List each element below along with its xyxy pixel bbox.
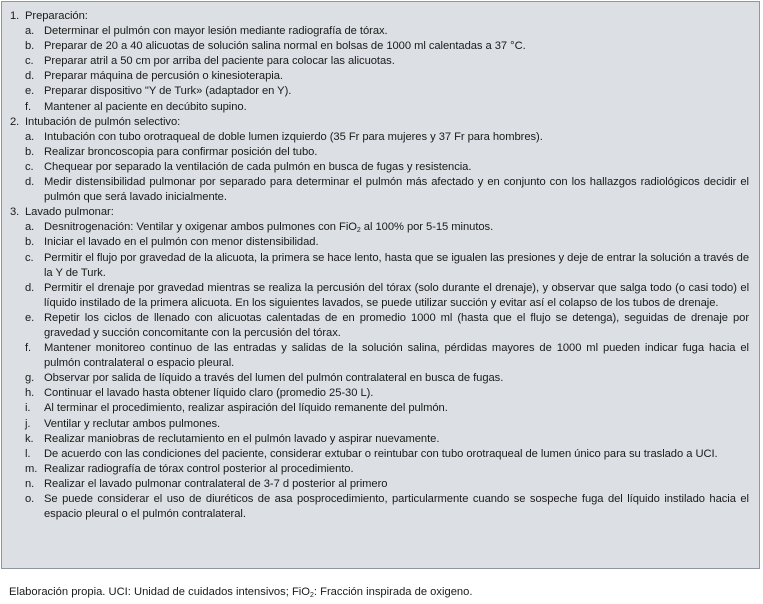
item-text-part: al 100% por 5-15 minutos. [360,221,494,234]
item-text: Se puede considerar el uso de diuréticos de asa posprocedimiento, particularmente cuando se sospeche fuga del líquido instilado hacia el espacio pleural o el pulmón contralateral. [44,493,749,521]
item-letter: l. [25,447,31,460]
list-item [10,24,749,39]
procedure-list [10,9,749,522]
list-item [10,251,749,281]
section-intubacion [10,115,749,130]
procedure-table [1,1,760,569]
list-item [10,401,749,416]
list-item [10,54,749,69]
list-item [10,311,749,341]
item-text: Chequear por separado la ventilación de cada pulmón en busca de fugas y resistencia. [44,160,472,173]
list-item [10,462,749,477]
item-text: Permitir el flujo por gravedad de la alicuota, la primera se hace lento, hasta que se igualen las presiones y deje de entrar la solución a través de la Y de Turk. [44,251,749,279]
item-letter: c. [25,160,34,173]
item-text: Realizar maniobras de reclutamiento en el pulmón lavado y aspirar nuevamente. [44,432,440,445]
item-letter: d. [25,176,35,189]
item-letter: i. [25,402,31,415]
list-item [10,386,749,401]
section-items [10,220,749,522]
table-footnote [9,585,472,599]
list-item [10,220,749,235]
list-item [10,130,749,145]
item-text: Medir distensibilidad pulmonar por separado para determinar el pulmón más afectado y en conjunto con los hallazgos radiológicos decidir el pulmón que será lavado inicialmente. [44,176,749,204]
section-body [25,115,749,130]
section-body [25,9,749,24]
item-letter: j. [25,417,31,430]
item-letter: m. [25,462,38,475]
item-text: Intubación con tubo orotraqueal de doble lumen izquierdo (35 Fr para mujeres y 37 Fr para hombres). [44,130,543,143]
list-item [10,477,749,492]
list-item [10,432,749,447]
item-text: Continuar el lavado hasta obtener líquido claro (promedio 25-30 L). [44,387,374,400]
section-number: 2. [10,115,20,128]
list-item [10,281,749,311]
item-letter: n. [25,477,35,490]
item-text: De acuerdo con las condiciones del paciente, considerar extubar o reintubar con tubo orotraqueal de lumen único para su traslado a UCI. [44,447,718,460]
item-text: Realizar el lavado pulmonar contralateral de 3-7 d posterior al primero [44,477,388,490]
item-text: Realizar broncoscopia para confirmar posición del tubo. [44,145,318,158]
section-body [25,205,749,220]
section-title: Lavado pulmonar: [25,206,114,219]
item-letter: c. [25,55,34,68]
item-letter: c. [25,251,34,264]
list-item [10,371,749,386]
list-item [10,492,749,522]
item-letter: k. [25,432,34,445]
item-letter: f. [25,342,32,355]
item-text: Determinar el pulmón con mayor lesión mediante radiografía de tórax. [44,25,388,38]
item-letter: d. [25,281,35,294]
footnote-text: : Fracción inspirada de oxigeno. [313,586,473,598]
list-item [10,417,749,432]
list-item [10,175,749,205]
item-text: Mantener al paciente en decúbito supino. [44,100,247,113]
footnote-text: Elaboración propia. UCI: Unidad de cuidados intensivos; FiO [9,586,310,598]
subscript: 2 [309,592,314,599]
item-text: Preparar máquina de percusión o kinesioterapia. [44,70,283,83]
list-item [10,100,749,115]
item-letter: o. [25,493,35,505]
item-text: Al terminar el procedimiento, realizar aspiración del líquido remanente del pulmón. [44,402,448,415]
item-text: Permitir el drenaje por gravedad mientras se realiza la percusión del tórax (solo durante el drenaje), y observar que salga todo (o casi todo) el líquido instilado de la primera alicuota. En los siguientes lavados, se puede utilizar succión y evitar así el colapso de los tubos de drenaje. [44,281,749,309]
section-number: 1. [10,10,20,22]
list-item [10,145,749,160]
item-letter: d. [25,70,35,83]
item-text: Iniciar el lavado en el pulmón con menor distensibilidad. [44,236,319,249]
list-item [10,69,749,84]
item-text: Preparar de 20 a 40 alicuotas de solución salina normal en bolsas de 1000 ml calentadas a 37 °C. [44,40,526,53]
list-item [10,341,749,371]
item-text-part: Desnitrogenación: Ventilar y oxigenar ambos pulmones con FiO [44,221,357,234]
item-letter: b. [25,40,35,53]
item-text: Realizar radiografía de tórax control posterior al procedimiento. [44,462,354,475]
item-letter: f. [25,100,32,113]
section-title: Intubación de pulmón selectivo: [25,115,181,128]
item-letter: b. [25,145,35,158]
list-item [10,84,749,99]
subscript: 2 [356,227,361,235]
item-letter: e. [25,311,35,324]
item-text: Mantener monitoreo continuo de las entradas y salidas de la solución salina, pérdidas mayores de 1000 ml pueden indicar fuga hacia el pulmón contralateral o espacio pleural. [44,342,749,370]
item-letter: a. [25,25,35,38]
item-letter: a. [25,221,35,234]
section-title: Preparación: [25,10,88,22]
item-letter: h. [25,387,35,400]
item-text [44,220,749,235]
section-number: 3. [10,206,20,219]
item-letter: a. [25,130,35,143]
list-item [10,447,749,462]
list-item [10,160,749,175]
item-letter: g. [25,372,35,385]
section-items [10,24,749,115]
section-lavado [10,205,749,220]
item-text: Preparar atril a 50 cm por arriba del paciente para colocar las alicuotas. [44,55,395,68]
list-item [10,235,749,250]
item-text: Preparar dispositivo "Y de Turk» (adaptador en Y). [44,85,292,98]
item-text: Observar por salida de líquido a través del lumen del pulmón contralateral en busca de fugas. [44,372,504,385]
item-text: Repetir los ciclos de llenado con alicuotas calentadas de en promedio 1000 ml (hasta que el flujo se detenga), seguidas de drenaje por gravedad y succión concomitante con la percusión del tórax. [44,311,749,339]
item-letter: e. [25,85,35,98]
section-items [10,130,749,205]
item-letter: b. [25,236,35,249]
list-item [10,39,749,54]
section-preparacion [10,9,749,24]
item-text: Ventilar y reclutar ambos pulmones. [44,417,221,430]
